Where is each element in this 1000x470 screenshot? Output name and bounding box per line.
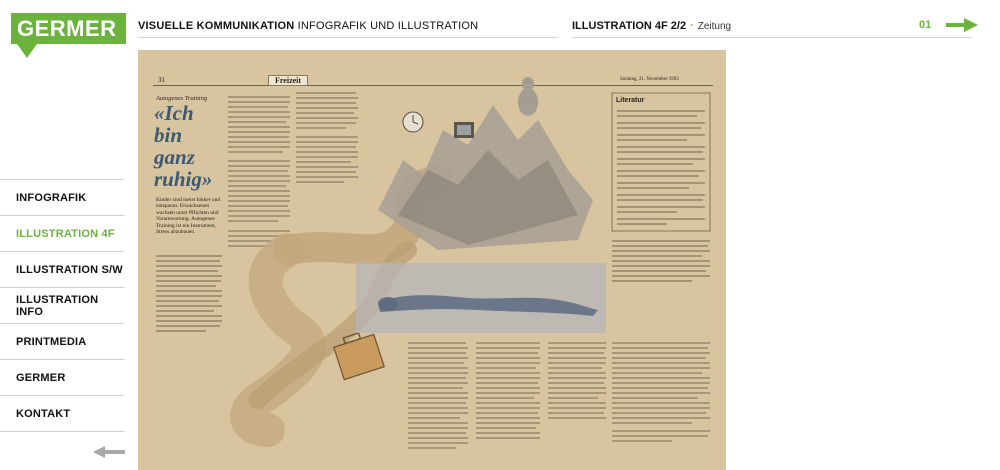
nav-item-illustration-info[interactable]: ILLUSTRATION INFO (0, 287, 124, 323)
logo-text: GERMER (11, 13, 126, 44)
newspaper-headline (154, 102, 212, 190)
newspaper-info-box-title: Literatur (616, 97, 645, 104)
arrow-left-icon[interactable] (93, 446, 125, 458)
nav-item-illustration-4f[interactable]: ILLUSTRATION 4F (0, 215, 124, 251)
header-divider-left (138, 37, 558, 38)
nav-item-germer[interactable]: GERMER (0, 359, 124, 395)
newspaper-section-kicker: Freizeit (268, 75, 308, 86)
section-title-strong: ILLUSTRATION 4F 2/2 (572, 20, 687, 32)
header-divider-right (572, 37, 972, 38)
arrow-right-icon[interactable] (946, 18, 978, 32)
logo-speech-tail (17, 44, 37, 58)
headline-line: ruhig» (154, 167, 213, 191)
header-title-rest: INFOGRAFIK UND ILLUSTRATION (297, 20, 479, 32)
header-title-strong: VISUELLE KOMMUNIKATION (138, 20, 295, 32)
section-title (572, 20, 731, 32)
headline-line: bin (154, 123, 183, 147)
nav-divider (0, 431, 124, 432)
headline-line: «Ich (154, 101, 194, 125)
newspaper-illustration-image (138, 50, 726, 470)
section-subtitle: Zeitung (697, 21, 732, 32)
header-title (138, 20, 478, 32)
page-number: 01 (919, 19, 932, 31)
newspaper-lead-text: Kinder sind meist lokker und entspannt. Erwachsenen wachsen unter Pflichten und Verantwortung. Autogenes Training ist ein Instrument, Stress abzubauen. (156, 197, 221, 236)
headline-line: ganz (154, 145, 195, 169)
newspaper-date: Sonntag, 21. November 1993 (620, 77, 679, 82)
germer-logo[interactable] (11, 13, 126, 58)
nav-item-infografik[interactable]: INFOGRAFIK (0, 179, 124, 215)
newspaper-artwork (138, 50, 726, 470)
nav-item-illustration-sw[interactable]: ILLUSTRATION S/W (0, 251, 124, 287)
nav-item-kontakt[interactable]: KONTAKT (0, 395, 124, 431)
newspaper-subhead: Autogenes Training (156, 95, 208, 102)
nav-item-printmedia[interactable]: PRINTMEDIA (0, 323, 124, 359)
newspaper-page-number: 31 (158, 76, 165, 84)
section-title-separator: · (690, 20, 694, 32)
main-navigation (0, 179, 124, 432)
